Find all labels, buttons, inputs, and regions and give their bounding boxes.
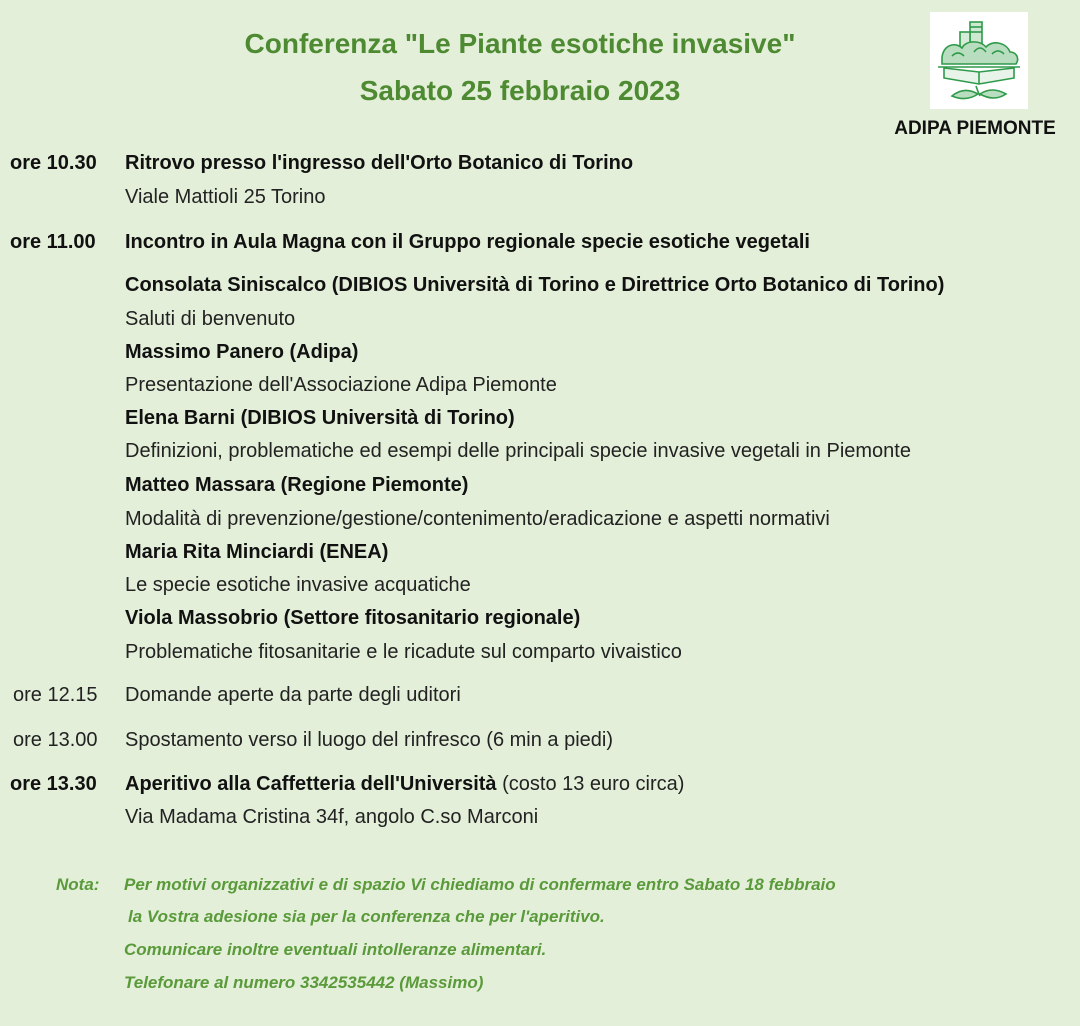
- schedule-title: Domande aperte da parte degli uditori: [125, 684, 461, 706]
- speaker-name: Massimo Panero (Adipa): [125, 341, 359, 363]
- schedule-title-wrap: [125, 771, 684, 797]
- speaker-name: Viola Massobrio (Settore fitosanitario regionale): [125, 607, 581, 629]
- note-label: Nota:: [56, 875, 100, 894]
- conference-title: Conferenza "Le Piante esotiche invasive": [244, 28, 796, 59]
- note-line: Per motivi organizzativi e di spazio Vi chiediamo di confermare entro Sabato 18 febbraio: [124, 875, 836, 894]
- schedule-title: Spostamento verso il luogo del rinfresco (6 min a piedi): [125, 729, 614, 751]
- speaker-topic: Le specie esotiche invasive acquatiche: [125, 574, 471, 596]
- schedule-title: Ritrovo presso l'ingresso dell'Orto Botanico di Torino: [125, 152, 634, 174]
- speaker-topic: Definizioni, problematiche ed esempi delle principali specie invasive vegetali in Piemonte: [125, 440, 911, 462]
- speaker-name: Consolata Siniscalco (DIBIOS Università di Torino e Direttrice Orto Botanico di Torino): [125, 274, 945, 296]
- speaker-topic: Problematiche fitosanitarie e le ricadute sul comparto vivaistico: [125, 641, 682, 663]
- adipa-logo-icon: [930, 12, 1028, 109]
- logo-caption: ADIPA PIEMONTE: [894, 118, 1056, 139]
- schedule-time: ore 10.30: [10, 152, 97, 174]
- schedule-title: Incontro in Aula Magna con il Gruppo regionale specie esotiche vegetali: [125, 231, 810, 253]
- speaker-name: Matteo Massara (Regione Piemonte): [125, 474, 469, 496]
- schedule-time: ore 11.00: [10, 231, 96, 253]
- schedule-time: ore 12.15: [13, 684, 98, 706]
- speaker-topic: Saluti di benvenuto: [125, 308, 296, 330]
- speaker-name: Elena Barni (DIBIOS Università di Torino): [125, 407, 515, 429]
- schedule-time: ore 13.30: [10, 773, 97, 795]
- schedule-title: Aperitivo alla Caffetteria dell'Università: [125, 773, 497, 795]
- schedule-detail: Via Madama Cristina 34f, angolo C.so Marconi: [125, 806, 539, 828]
- note-line: Telefonare al numero 3342535442 (Massimo): [124, 973, 484, 992]
- schedule-cost: (costo 13 euro circa): [496, 773, 685, 795]
- speaker-topic: Presentazione dell'Associazione Adipa Piemonte: [125, 374, 557, 396]
- adipa-logo: [930, 12, 1028, 109]
- note-line: la Vostra adesione sia per la conferenza che per l'aperitivo.: [128, 907, 605, 926]
- conference-date: Sabato 25 febbraio 2023: [359, 75, 681, 106]
- speaker-name: Maria Rita Minciardi (ENEA): [125, 541, 389, 563]
- schedule-detail: Viale Mattioli 25 Torino: [125, 186, 326, 208]
- speaker-topic: Modalità di prevenzione/gestione/contenimento/eradicazione e aspetti normativi: [125, 508, 830, 530]
- note-line: Comunicare inoltre eventuali intolleranze alimentari.: [124, 940, 547, 959]
- schedule-time: ore 13.00: [13, 729, 98, 751]
